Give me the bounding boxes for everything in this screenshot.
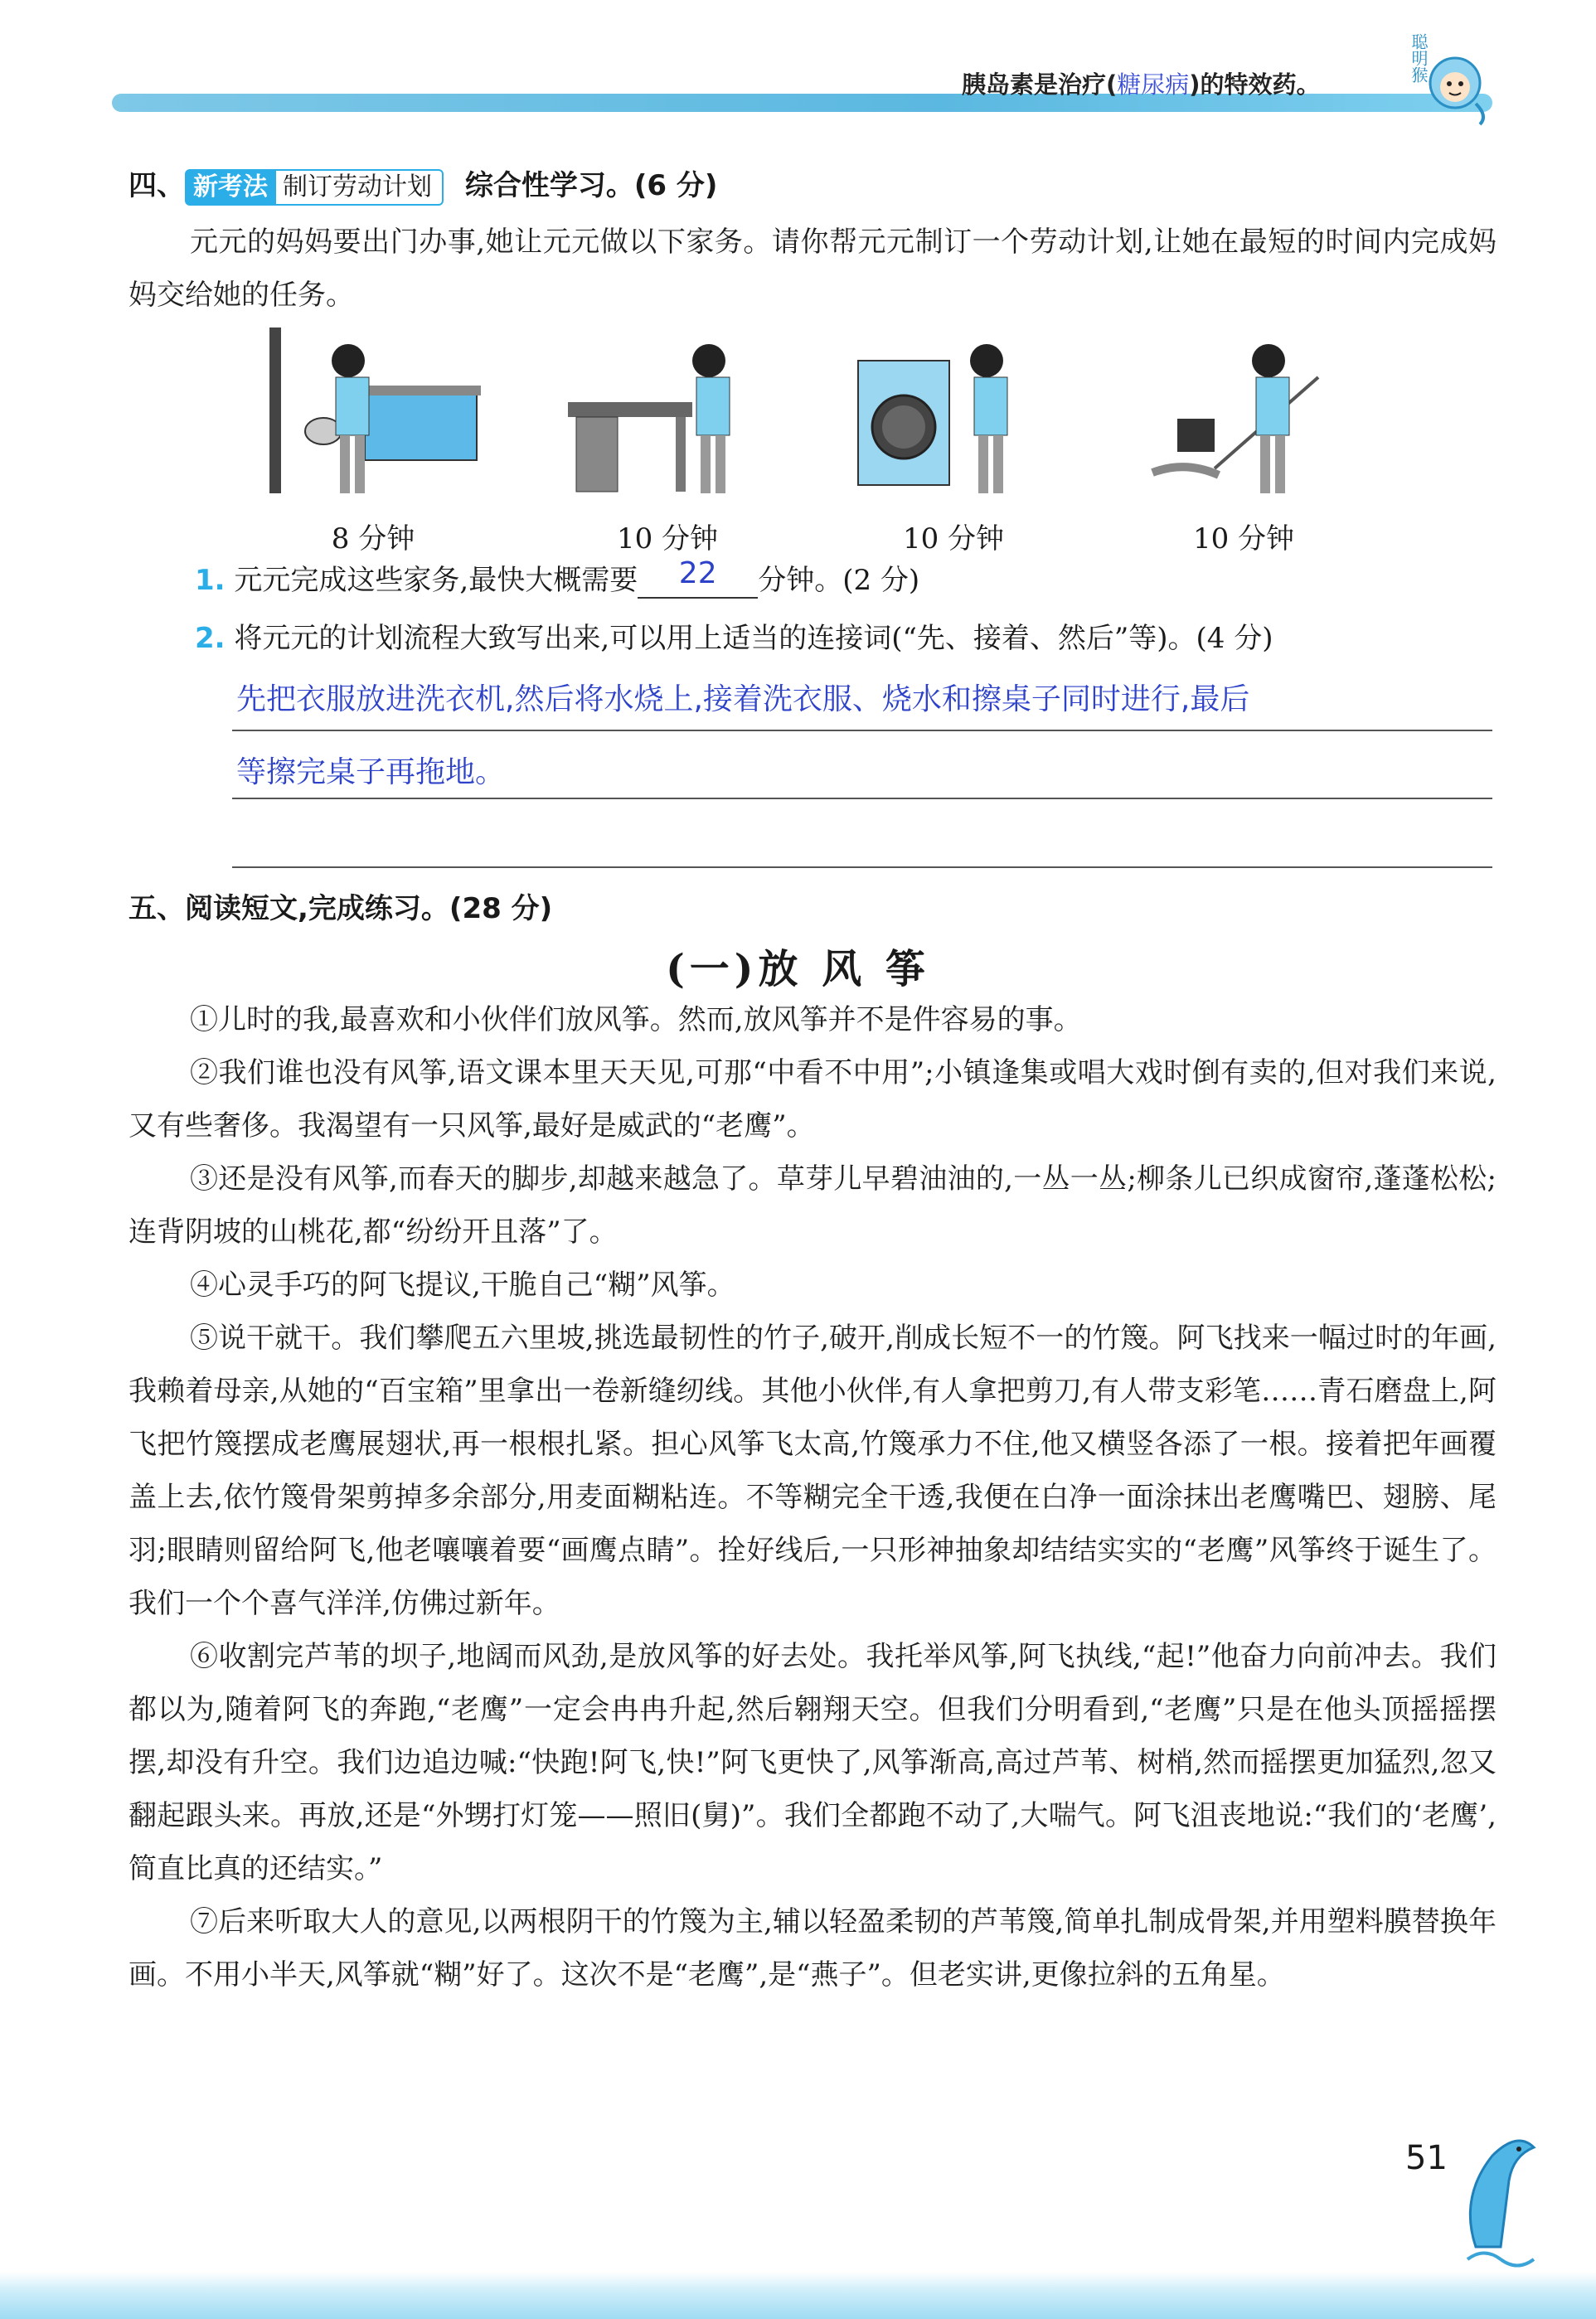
question-2-number: 2. <box>195 622 226 655</box>
answer-line-2 <box>232 798 1492 799</box>
fact-text: 胰岛素是治疗( <box>962 70 1118 99</box>
chore-image-1 <box>265 327 481 556</box>
chore-time-2: 10 分钟 <box>616 522 719 555</box>
washing-machine-icon <box>846 327 1061 506</box>
mop-floor-icon <box>1136 327 1351 506</box>
chore-time-4: 10 分钟 <box>1192 522 1295 555</box>
answer-line-3 <box>232 866 1492 868</box>
question-2-answer-line-1: 先把衣服放进洗衣机,然后将水烧上,接着洗衣服、烧水和擦桌子同时进行,最后 <box>236 682 1250 716</box>
chore-time-3: 10 分钟 <box>902 522 1005 555</box>
header-fact <box>962 66 1321 100</box>
section4-heading <box>129 163 717 206</box>
question-1-score: 分钟。(2 分) <box>758 564 920 597</box>
question-2 <box>195 615 1273 656</box>
footer-wave <box>0 2272 1596 2319</box>
answer-line-1 <box>232 730 1492 731</box>
paragraph-4: ④心灵手巧的阿飞提议,干脆自己“糊”风筝。 <box>190 1269 735 1302</box>
story-body <box>129 993 1497 2001</box>
page-number: 51 <box>1405 2139 1448 2177</box>
paragraph-2: ②我们谁也没有风筝,语文课本里天天见,可那“中看不中用”;小镇逢集或唱大戏时倒有卖的,但对我们来说,又有些奢侈。我渴望有一只风筝,最好是威武的“老鹰”。 <box>129 1056 1497 1143</box>
paragraph-3: ③还是没有风筝,而春天的脚步,却越来越急了。草芽儿早碧油油的,一丛一丛;柳条儿已织成窗帘,蓬蓬松松;连背阴坡的山桃花,都“纷纷开且落”了。 <box>129 1162 1497 1249</box>
paragraph-5: ⑤说干就干。我们攀爬五六里坡,挑选最韧性的竹子,破开,削成长短不一的竹篾。阿飞找来一幅过时的年画,我赖着母亲,从她的“百宝箱”里拿出一卷新缝纫线。其他小伙伴,有人拿把剪刀,有人带支彩笔……青石磨盘上,阿飞把竹篾摆成老鹰展翅状,再一根根扎紧。担心风筝飞太高,竹篾承力不住,他又横竖各添了一根。接着把年画覆盖上去,依竹篾骨架剪掉多余部分,用麦面糊粘连。不等糊完全干透,我便在白净一面涂抹出老鹰嘴巴、翅膀、尾羽;眼睛则留给阿飞,他老嚷嚷着要“画鹰点睛”。拴好线后,一只形神抽象却结结实实的“老鹰”风筝终于诞生了。我们一个个喜气洋洋,仿佛过新年。 <box>129 1322 1497 1620</box>
topic-badge: 制订劳动计划 <box>271 169 444 206</box>
question-1-text: 元元完成这些家务,最快大概需要 <box>234 564 638 597</box>
chore-time-1: 8 分钟 <box>331 522 415 555</box>
paragraph-6: ⑥收割完芦苇的坝子,地阔而风劲,是放风筝的好去处。我托举风筝,阿飞执线,“起!”他奋力向前冲去。我们都以为,随着阿飞的奔跑,“老鹰”一定会冉冉升起,然后翱翔天空。但我们分明看到,“老鹰”只是在他头顶摇摇摆摆,却没有升空。我们边追边喊:“快跑!阿飞,快!”阿飞更快了,风筝渐高,高过芦苇、树梢,然而摇摆更加猛烈,忽又翻起跟头来。再放,还是“外甥打灯笼——照旧(舅)”。我们全都跑不动了,大喘气。阿飞沮丧地说:“我们的‘老鹰’,简直比真的还结实。” <box>129 1640 1497 1885</box>
chore-image-4 <box>1136 327 1351 556</box>
question-1-number: 1. <box>195 564 226 597</box>
question-2-answer-line-2: 等擦完桌子再拖地。 <box>236 755 506 789</box>
question-1-blank[interactable] <box>638 556 758 599</box>
paragraph-7: ⑦后来听取大人的意见,以两根阴干的竹篾为主,辅以轻盈柔韧的芦苇篾,简单扎制成骨架,并用塑料膜替换年画。不用小半天,风筝就“糊”好了。这次不是“老鹰”,是“燕子”。但老实讲,更像拉斜的五角星。 <box>129 1905 1497 1992</box>
question-1-answer: 22 <box>678 556 717 590</box>
mascot-label: 聪明猴 <box>1409 33 1429 83</box>
chore-image-2 <box>560 327 775 556</box>
fact-text-end: )的特效药。 <box>1189 70 1321 99</box>
dolphin-icon <box>1443 2123 1550 2272</box>
fact-handwritten-answer: 糖尿病 <box>1117 70 1190 99</box>
new-type-badge: 新考法 <box>185 169 276 206</box>
chore-image-3 <box>846 327 1061 556</box>
wipe-desk-icon <box>560 327 775 506</box>
question-2-text: 将元元的计划流程大致写出来,可以用上适当的连接词(“先、接着、然后”等)。(4 分) <box>234 622 1273 655</box>
question-1 <box>195 557 919 599</box>
boil-water-icon <box>265 327 481 506</box>
story-title: (一)放 风 筝 <box>666 946 930 992</box>
paragraph-1: ①儿时的我,最喜欢和小伙伴们放风筝。然而,放风筝并不是件容易的事。 <box>190 1003 1082 1036</box>
section4-title: 综合性学习。(6 分) <box>464 169 718 202</box>
section4-intro: 元元的妈妈要出门办事,她让元元做以下家务。请你帮元元制订一个劳动计划,让她在最短的时间内完成妈妈交给她的任务。 <box>129 226 1497 312</box>
section4-number: 四、 <box>129 169 185 202</box>
section5-heading: 五、阅读短文,完成练习。(28 分) <box>129 892 553 925</box>
